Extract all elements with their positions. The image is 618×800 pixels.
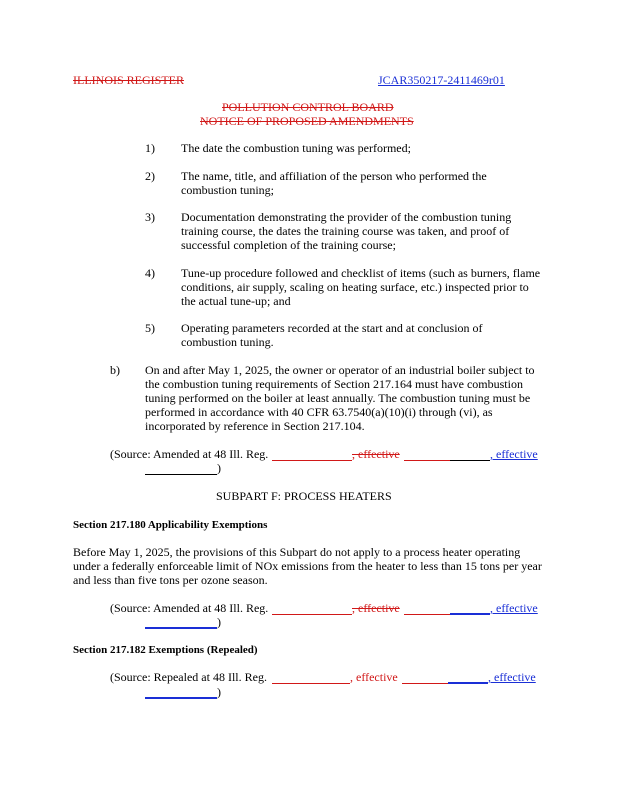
paragraph-line: tuning performed on the boiler at least annually. The combustion tuning must be	[145, 391, 531, 405]
blank-line	[450, 460, 490, 461]
item-line: Operating parameters recorded at the start and at conclusion of	[181, 321, 483, 335]
blue-blank	[145, 627, 217, 629]
blue-effective: , effective	[490, 447, 538, 461]
blue-blank	[450, 613, 490, 615]
blue-effective: , effective	[488, 670, 536, 684]
section-217-182-heading: Section 217.182 Exemptions (Repealed)	[73, 644, 258, 656]
item-line: conditions, air supply, scaling on heating surface, etc.) inspected prior to	[181, 280, 529, 294]
subpart-title: SUBPART F: PROCESS HEATERS	[216, 489, 392, 503]
paragraph-line: performed in accordance with 40 CFR 63.7540(a)(10)(i) through (vi), as	[145, 405, 493, 419]
section-line: and less than five tons per ozone season.	[73, 573, 268, 587]
jcar-code: JCAR350217-2411469r01	[378, 73, 505, 87]
source-close: )	[217, 615, 221, 629]
item-line: the actual tune-up; and	[181, 294, 291, 308]
red-blank	[404, 614, 450, 615]
paragraph-line: the combustion tuning requirements of Section 217.164 must have combustion	[145, 377, 523, 391]
item-line: Tune-up procedure followed and checklist of items (such as burners, flame	[181, 266, 541, 280]
item-number: 5)	[145, 321, 155, 335]
section-217-180-heading: Section 217.180 Applicability Exemptions	[73, 519, 268, 531]
item-line: successful completion of the training course;	[181, 238, 396, 252]
item-line: Documentation demonstrating the provider of the combustion tuning	[181, 210, 512, 224]
red-effective: , effective	[352, 601, 400, 615]
red-blank	[272, 683, 350, 684]
notice-title: NOTICE OF PROPOSED AMENDMENTS	[200, 114, 414, 128]
paragraph-label: b)	[110, 363, 120, 377]
item-line: combustion tuning.	[181, 335, 274, 349]
item-line: combustion tuning;	[181, 183, 274, 197]
item-line: The date the combustion tuning was performed;	[181, 141, 411, 155]
red-effective: , effective	[350, 670, 398, 684]
section-line: Before May 1, 2025, the provisions of this Subpart do not apply to a process heater operating	[73, 545, 521, 559]
red-blank	[272, 614, 352, 615]
item-line: The name, title, and affiliation of the person who performed the	[181, 169, 487, 183]
blue-blank	[145, 697, 217, 699]
paragraph-line: On and after May 1, 2025, the owner or operator of an industrial boiler subject to	[145, 363, 535, 377]
red-effective: , effective	[352, 447, 400, 461]
source-prefix: (Source: Amended at 48 Ill. Reg.	[110, 601, 269, 615]
register-name: ILLINOIS REGISTER	[73, 73, 184, 87]
item-number: 4)	[145, 266, 155, 280]
item-number: 2)	[145, 169, 155, 183]
source-close: )	[217, 461, 221, 475]
source-prefix: (Source: Amended at 48 Ill. Reg.	[110, 447, 269, 461]
blank-line	[145, 474, 217, 475]
blue-blank	[448, 682, 488, 684]
source-prefix: (Source: Repealed at 48 Ill. Reg.	[110, 670, 267, 684]
red-blank	[404, 460, 450, 461]
paragraph-line: incorporated by reference in Section 217.104.	[145, 419, 365, 433]
item-line: training course, the dates the training course was taken, and proof of	[181, 224, 510, 238]
red-blank	[272, 460, 352, 461]
source-close: )	[217, 685, 221, 699]
red-blank	[402, 683, 448, 684]
item-number: 3)	[145, 210, 155, 224]
section-line: under a federally enforceable limit of NOx emissions from the heater to less than 15 tons per year	[73, 559, 542, 573]
board-name: POLLUTION CONTROL BOARD	[222, 100, 394, 114]
item-number: 1)	[145, 141, 155, 155]
blue-effective: , effective	[490, 601, 538, 615]
